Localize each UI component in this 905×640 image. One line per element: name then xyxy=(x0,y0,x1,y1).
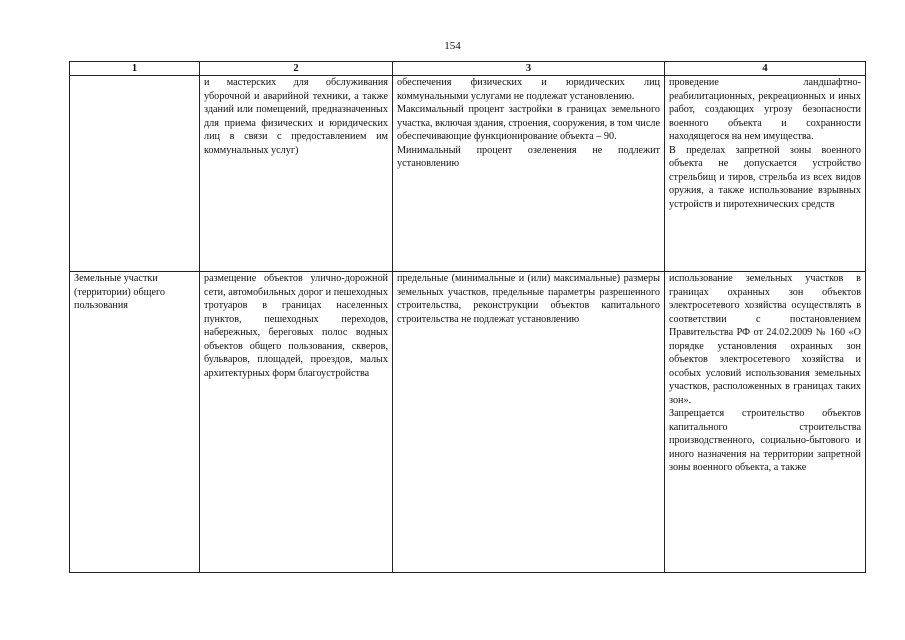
cell-text: Максимальный процент застройки в границах земельного участка, включая здания, строения, сооружения, в том числе обеспечивающие функционирование объекта – 90. xyxy=(397,104,660,142)
zoning-regulations-table xyxy=(69,61,866,573)
cell-text: размещение объектов улично-дорожной сети, автомобильных дорог и пешеходных тротуаров в границах населенных пунктов, пешеходных переходов, набережных, береговых полос водных объектов общего пользования, скверов, бульваров, площадей, проездов, малых архитектурных форм благоустройства xyxy=(204,273,388,379)
cell-limit-parameters xyxy=(393,272,665,573)
table-row xyxy=(70,76,866,272)
cell-land-use-type xyxy=(70,272,200,573)
cell-land-use-type xyxy=(70,76,200,272)
cell-text: Земельные участки (территории) общего пользования xyxy=(74,273,166,311)
table-row xyxy=(70,272,866,573)
cell-text: использование земельных участков в границах охранных зон объектов электросетевого хозяйства осуществлять в соответствии с постановлением Правительства РФ от 24.02.2009 № 160 «О порядке установления охранных зон объектов электросетевого хозяйства и особых условий использования земельных участков, расположенных в границах таких зон». xyxy=(669,273,861,406)
cell-restrictions xyxy=(665,76,866,272)
table-header-row xyxy=(70,62,866,76)
cell-text: проведение ландшафтно-реабилитационных, рекреационных и иных работ, создающих угрозу безопасности военного объекта и сохранности находящегося на нем имущества. xyxy=(669,77,861,142)
cell-text: обеспечения физических и юридических лиц коммунальными услугами не подлежат установлению. xyxy=(397,77,660,102)
cell-text: В пределах запретной зоны военного объекта не допускается устройство стрельбищ и тиров, стрельба из всех видов оружия, а также использование взрывных устройств и пиротехнических средств xyxy=(669,144,861,210)
cell-text: и мастерских для обслуживания уборочной и аварийной техники, а также зданий или помещений, предназначенных для приема физических и юридических лиц в связи с предоставлением им коммунальных услуг) xyxy=(204,77,388,156)
column-header-1: 1 xyxy=(70,62,200,76)
page-number: 154 xyxy=(444,40,461,52)
cell-limit-parameters xyxy=(393,76,665,272)
cell-text: Запрещается строительство объектов капитального строительства производственного, социально-бытового и иного назначения на территории запретной зоны военного объекта, а также xyxy=(669,408,861,473)
cell-permitted-use xyxy=(200,76,393,272)
column-header-4: 4 xyxy=(665,62,866,76)
cell-permitted-use xyxy=(200,272,393,573)
cell-text: предельные (минимальные и (или) максимальные) размеры земельных участков, предельные параметры разрешенного строительства, реконструкции объектов капитального строительства не подлежат установлению xyxy=(397,273,660,325)
column-header-3: 3 xyxy=(393,62,665,76)
cell-restrictions xyxy=(665,272,866,573)
column-header-2: 2 xyxy=(200,62,393,76)
cell-text: Минимальный процент озеленения не подлежит установлению xyxy=(397,144,660,169)
